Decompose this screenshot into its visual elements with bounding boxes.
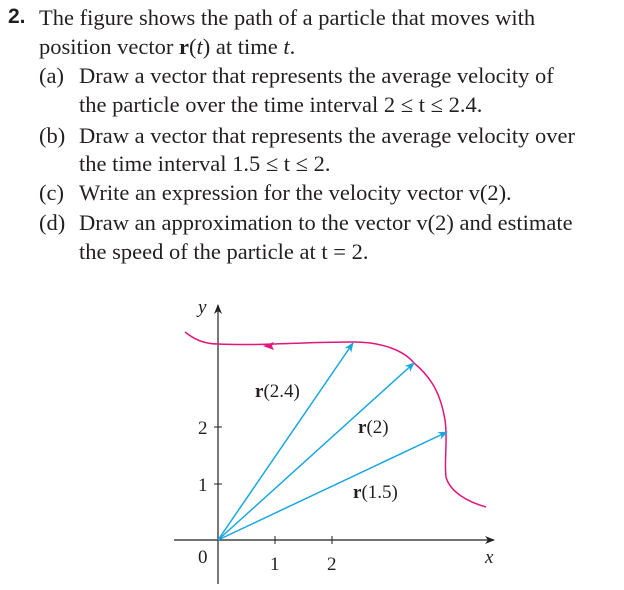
problem-intro-line-1: The figure shows the path of a particle that moves with	[39, 5, 536, 30]
particle-path-curve	[185, 332, 486, 507]
x-tick-label-1: 1	[270, 554, 280, 575]
y-tick-label-1: 1	[198, 475, 208, 496]
part-d-label: (d)	[39, 210, 66, 235]
part-c-label: (c)	[39, 180, 64, 205]
vector-label-r-1.5: r(1.5)	[353, 482, 398, 503]
vector-label-r-2: r(2)	[358, 417, 389, 438]
part-c-line-1: Write an expression for the velocity vector v(2).	[79, 180, 512, 205]
vector-r-1.5	[218, 432, 447, 540]
part-d-line-2: the speed of the particle at t = 2.	[79, 239, 369, 264]
origin-label: 0	[198, 547, 208, 568]
problem-intro-line-2: position vector r(t) at time t.	[39, 34, 296, 59]
y-tick-label-2: 2	[198, 418, 208, 439]
part-d-line-1: Draw an approximation to the vector v(2) and estimate	[79, 210, 573, 235]
part-b-line-2: the time interval 1.5 ≤ t ≤ 2.	[79, 151, 331, 176]
part-b-line-1: Draw a vector that represents the average velocity over	[79, 123, 576, 148]
vector-label-r-2.4: r(2.4)	[255, 381, 300, 402]
y-axis-label: y	[198, 297, 207, 318]
problem-number: 2.	[8, 5, 26, 28]
path-direction-arrow	[263, 342, 274, 350]
part-b-label: (b)	[39, 123, 66, 148]
part-a-line-1: Draw a vector that represents the average velocity of	[79, 63, 554, 88]
part-a-label: (a)	[39, 63, 64, 88]
x-tick-label-2: 2	[327, 554, 337, 575]
part-a-line-2: the particle over the time interval 2 ≤ t ≤ 2.4.	[79, 92, 483, 117]
x-axis-label: x	[485, 547, 494, 568]
vector-r-2	[218, 363, 414, 540]
vector-r-2.4	[218, 343, 353, 540]
